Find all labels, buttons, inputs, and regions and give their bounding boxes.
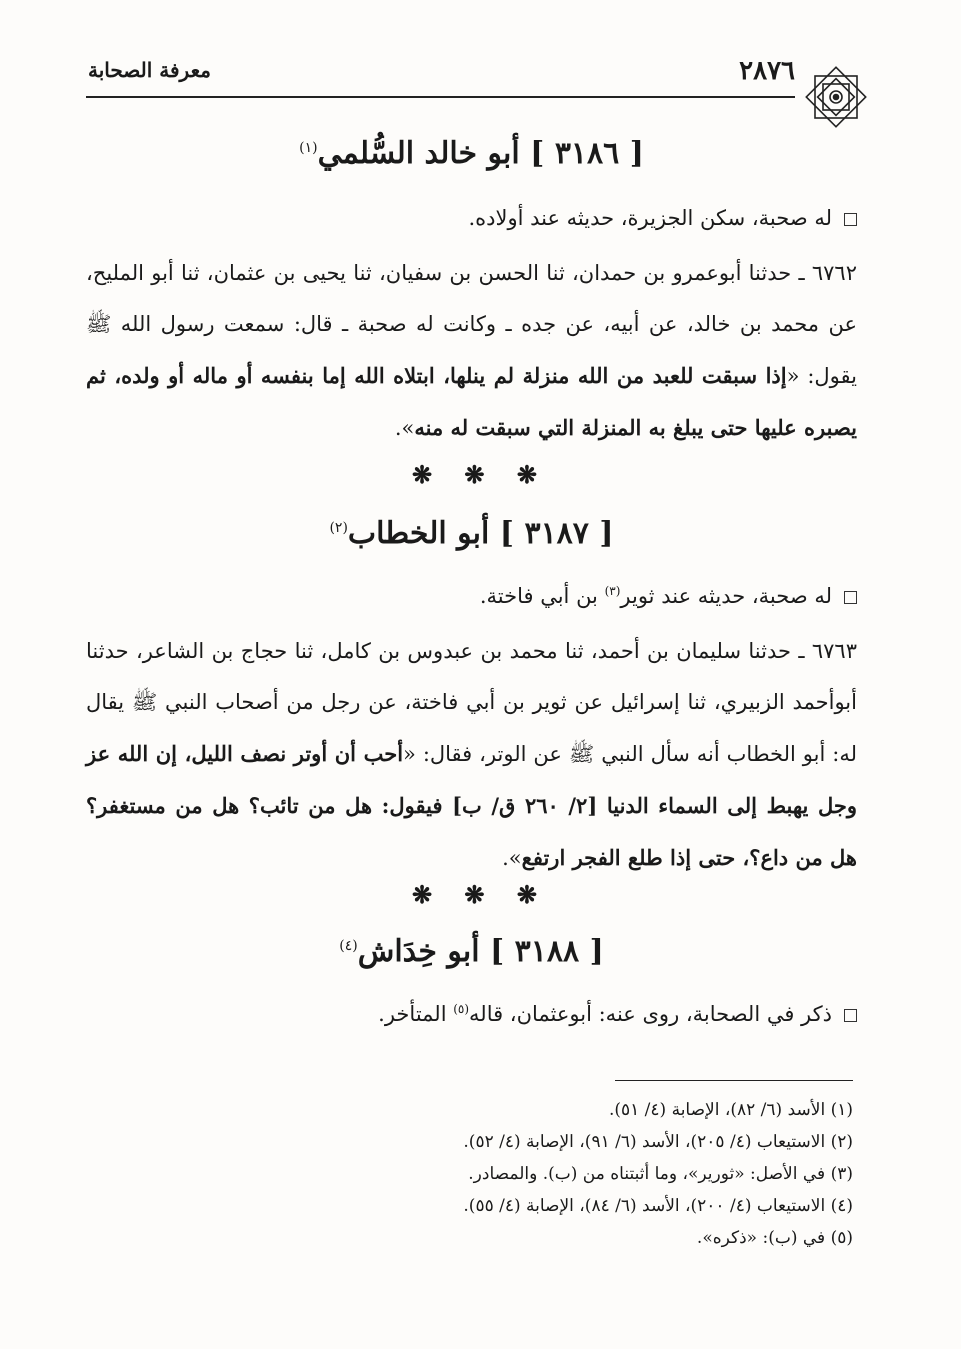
page-number: ٢٨٧٦ bbox=[739, 56, 795, 86]
hadith-matn: أحب أن أوتر نصف الليل، إن الله عز وجل يهبط إلى السماء الدنيا [٢/ ٢٦٠ ق/ ب] فيقول: هل من تائب؟ هل من مستغفر؟ هل من داع؟، حتى إذا طلع الفجر ارتفع bbox=[86, 741, 857, 870]
entry-heading-text: [ ٣١٨٦ ] أبو خالد السُّلمي bbox=[317, 136, 644, 171]
entry-intro-3186 bbox=[86, 206, 857, 230]
intro-text: بن أبي فاختة. bbox=[479, 584, 605, 608]
isnad-text: ٦٧٦٢ ـ حدثنا أبوعمرو بن حمدان، ثنا الحسن بن سفيان، ثنا يحيى بن عثمان، ثنا أبو المليح، عن محمد بن خالد، عن أبيه، عن جده ـ وكانت له صحبة ـ قال: سمعت رسول الله ﷺ يقول: « bbox=[86, 261, 857, 388]
square-bullet-icon bbox=[844, 213, 857, 226]
footnote-ref: (١) bbox=[299, 140, 318, 156]
intro-text: له صحبة، حديثه عند ثوير bbox=[620, 584, 832, 608]
footnote-rule bbox=[615, 1080, 853, 1081]
footnote-ref: (٥) bbox=[453, 1002, 470, 1016]
running-title: معرفة الصحابة bbox=[88, 58, 211, 82]
ornament-icon bbox=[801, 62, 871, 132]
header-rule bbox=[86, 96, 795, 98]
intro-text: ذكر في الصحابة، روى عنه: أبوعثمان، قاله bbox=[469, 1002, 832, 1026]
entry-intro-3188 bbox=[86, 1002, 857, 1026]
entry-heading-3186 bbox=[86, 136, 857, 171]
intro-text: المتأخر. bbox=[378, 1002, 454, 1026]
footnote-item: (٢) الاستيعاب (٤/ ٢٠٥)، الأسد (٦/ ٩١)، الإصابة (٤/ ٥٢). bbox=[463, 1132, 853, 1152]
entry-heading-3187 bbox=[86, 516, 857, 551]
quote-close: ». bbox=[394, 416, 415, 440]
footnote-item: (٤) الاستيعاب (٤/ ٢٠٠)، الأسد (٦/ ٨٤)، الإصابة (٤/ ٥٥). bbox=[463, 1196, 853, 1216]
footnote-ref: (٤) bbox=[339, 938, 358, 954]
hadith-6763 bbox=[86, 626, 857, 884]
entry-heading-text: [ ٣١٨٨ ] أبو خِدَاش bbox=[357, 934, 604, 969]
footnotes bbox=[86, 1094, 853, 1254]
footnote-ref: (٢) bbox=[329, 520, 348, 536]
entry-heading-3188 bbox=[86, 934, 857, 969]
quote-close: ». bbox=[502, 846, 522, 870]
hadith-matn: إذا سبقت للعبد من الله منزلة لم ينلها، ابتلاه الله إما بنفسه أو ماله أو ولده، ثم يصبره عليها حتى يبلغ به المنزلة التي سبقت له منه bbox=[86, 363, 857, 440]
square-bullet-icon bbox=[844, 591, 857, 604]
footnote-item: (٣) في الأصل: «ثورير»، وما أثبتناه من (ب). والمصادر. bbox=[468, 1164, 853, 1184]
footnote-item: (١) الأسد (٦/ ٨٢)، الإصابة (٤/ ٥١). bbox=[608, 1100, 853, 1120]
entry-intro-3187 bbox=[86, 584, 857, 608]
square-bullet-icon bbox=[844, 1009, 857, 1022]
footnote-ref: (٣) bbox=[604, 584, 621, 598]
hadith-6762 bbox=[86, 248, 857, 454]
entry-heading-text: [ ٣١٨٧ ] أبو الخطاب bbox=[347, 516, 614, 551]
section-separator: ❋ ❋ ❋ bbox=[411, 880, 550, 909]
footnote-item: (٥) في (ب): «ذكره». bbox=[696, 1228, 853, 1248]
intro-text: له صحبة، سكن الجزيرة، حديثه عند أولاده. bbox=[468, 206, 832, 230]
section-separator: ❋ ❋ ❋ bbox=[411, 460, 550, 489]
isnad-text: ٦٧٦٣ ـ حدثنا سليمان بن أحمد، ثنا محمد بن عبدوس بن كامل، ثنا حجاج بن الشاعر، حدثنا أبوأحمد الزبيري، ثنا إسرائيل عن ثوير بن أبي فاختة، عن رجل من أصحاب النبي ﷺ يقال له: أبو الخطاب أنه سأل النبي ﷺ عن الوتر، فقال: « bbox=[86, 639, 858, 766]
